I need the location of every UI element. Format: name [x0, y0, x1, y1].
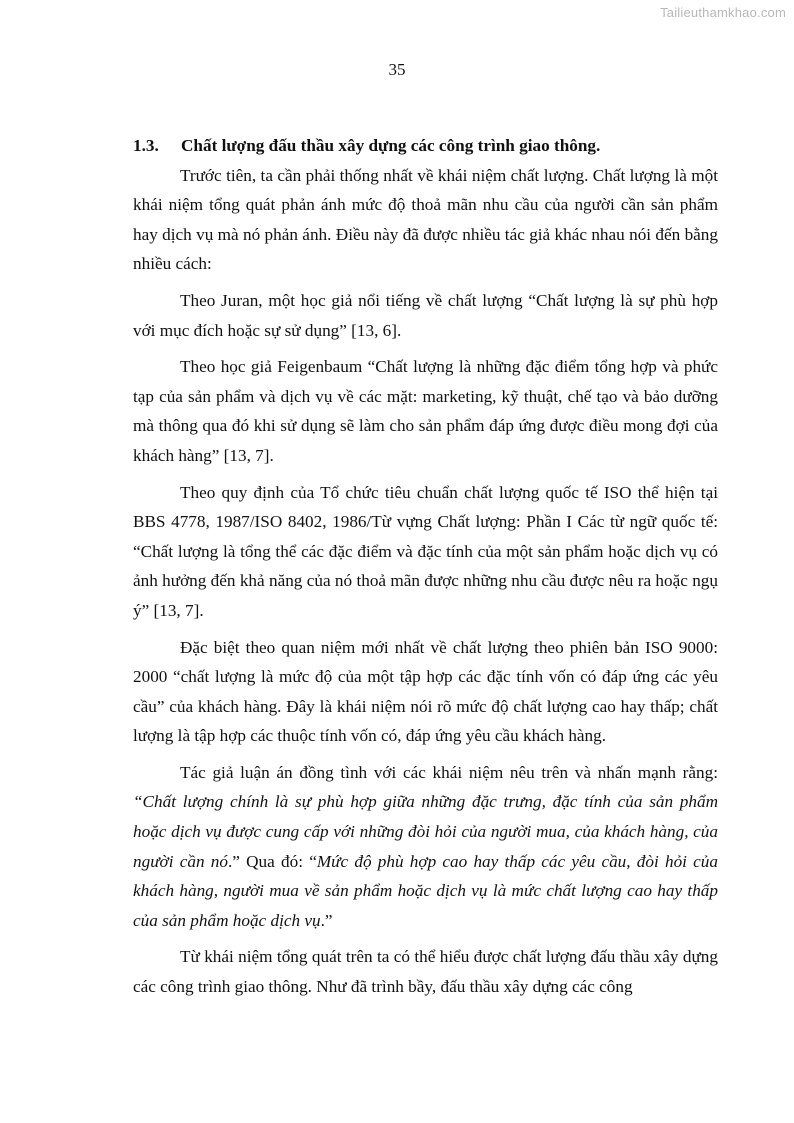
document-body — [133, 131, 718, 1002]
italic-quote: “Chất lượng chính là sự phù hợp giữa những đặc trưng, đặc tính của sản phẩm hoặc dịch vụ được cung cấp với những đòi hỏi của người mua, của khách hàng, của người cần nó — [133, 792, 718, 871]
paragraph-author-definition — [133, 758, 718, 936]
section-number: 1.3. — [133, 136, 159, 155]
paragraph-iso-9000: Đặc biệt theo quan niệm mới nhất về chất lượng theo phiên bản ISO 9000: 2000 “chất lượng là mức độ của một tập hợp các đặc tính vốn có đáp ứng các yêu cầu” của khách hàng. Đây là khái niệm nói rõ mức độ chất lượng cao hay thấp; chất lượng là tập hợp các thuộc tính vốn có, đáp ứng yêu cầu khách hàng. — [133, 637, 718, 746]
section-heading — [133, 131, 718, 161]
text-run: .” Qua đó: “ — [227, 851, 317, 871]
paragraph-quality-concept: Trước tiên, ta cần phải thống nhất về khái niệm chất lượng. Chất lượng là một khái niệm tổng quát phản ánh mức độ thoả mãn nhu cầu của người cần sản phẩm hay dịch vụ mà nó phản ánh. Điều này đã được nhiều tác giả khác nhau nói đến bằng nhiều cách: — [133, 165, 718, 274]
text-run: Tác giả luận án đồng tình với các khái niệm nêu trên và nhấn mạnh rằng: — [180, 762, 718, 782]
paragraph-iso-8402: Theo quy định của Tổ chức tiêu chuẩn chất lượng quốc tế ISO thể hiện tại BBS 4778, 1987/ISO 8402, 1986/Từ vựng Chất lượng: Phần I Các từ ngữ quốc tế: “Chất lượng là tổng thể các đặc điểm và đặc tính của một sản phẩm hoặc dịch vụ có ảnh hưởng đến khả năng của nó thoả mãn được những nhu cầu được nêu ra hoặc ngụ ý” [13, 7]. — [133, 482, 718, 620]
section-title: Chất lượng đấu thầu xây dựng các công trình giao thông. — [181, 136, 601, 155]
paragraph-bidding-quality: Từ khái niệm tổng quát trên ta có thể hiểu được chất lượng đấu thầu xây dựng các công trình giao thông. Như đã trình bầy, đấu thầu xây dựng các công — [133, 947, 718, 997]
paragraph-feigenbaum: Theo học giả Feigenbaum “Chất lượng là những đặc điểm tổng hợp và phức tạp của sản phẩm và dịch vụ về các mặt: marketing, kỹ thuật, chế tạo và bảo dưỡng mà thông qua đó khi sử dụng sẽ làm cho sản phẩm đáp ứng được điều mong đợi của khách hàng” [13, 7]. — [133, 357, 718, 465]
paragraph-juran: Theo Juran, một học giả nổi tiếng về chất lượng “Chất lượng là sự phù hợp với mục đích hoặc sự sử dụng” [13, 6]. — [133, 290, 718, 340]
italic-quote: Mức độ phù hợp cao hay thấp các yêu cầu, đòi hỏi của khách hàng, người mua về sản phẩm hoặc dịch vụ là mức chất lượng cao hay thấp của sản phẩm hoặc dịch vụ — [133, 851, 718, 930]
text-run: .” — [320, 910, 333, 930]
watermark: Tailieuthamkhao.com — [660, 5, 786, 20]
page-number: 35 — [388, 60, 406, 79]
